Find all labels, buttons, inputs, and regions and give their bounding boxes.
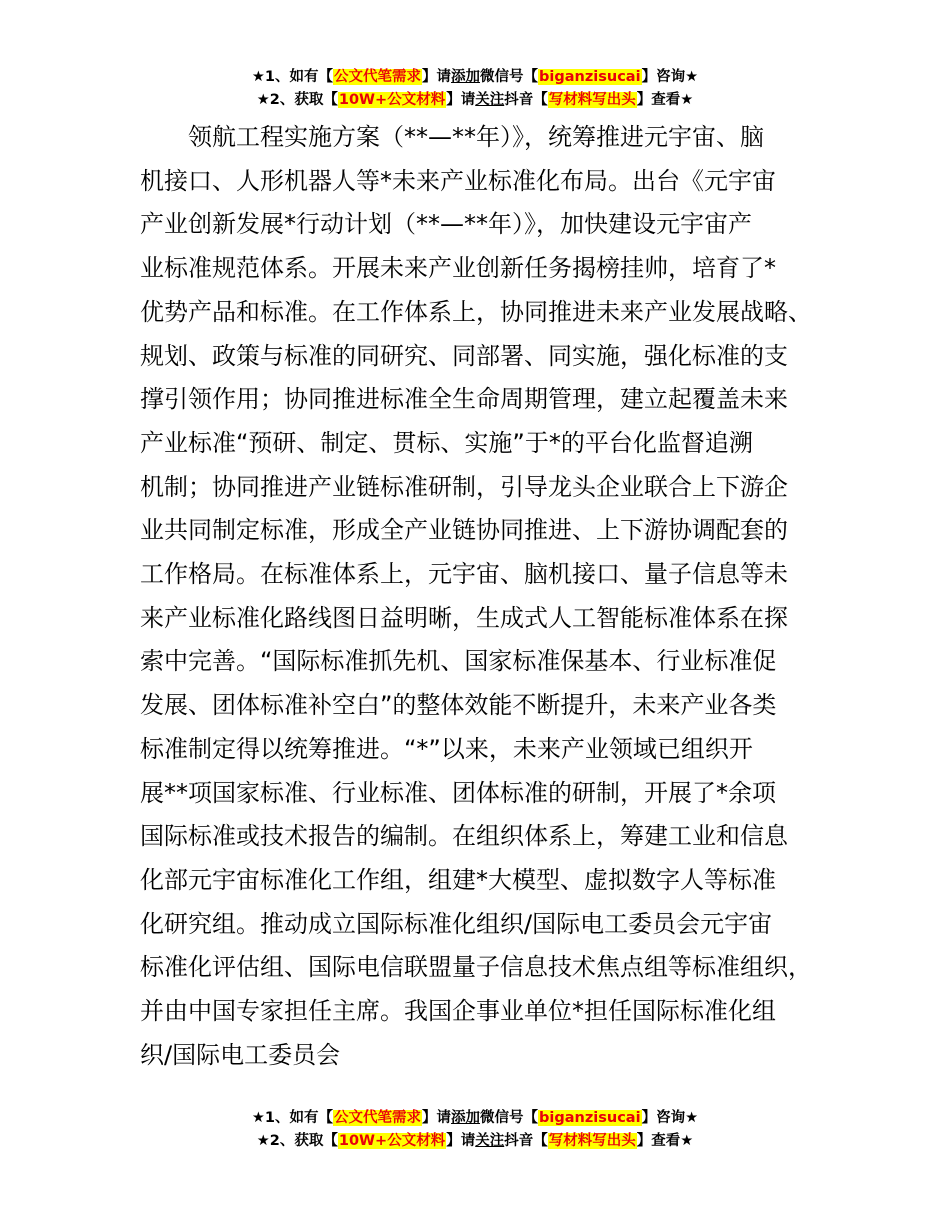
body-line: 索中完善。“国际标准抓先机、国家标准保基本、行业标准促 bbox=[140, 647, 777, 676]
body-line: 机接口、人形机器人等*未来产业标准化布局。出台《元宇宙 bbox=[140, 166, 776, 195]
body-line: 业共同制定标准，形成全产业链协同推进、上下游协调配套的 bbox=[140, 516, 788, 545]
footer-line-2: ★2、获取【10W+公文材料】请关注抖音【写材料写出头】查看★ bbox=[256, 1133, 694, 1149]
body-line: 标准制定得以统筹推进。“*”以来，未来产业领域已组织开 bbox=[140, 734, 753, 763]
body-line: 来产业标准化路线图日益明晰，生成式人工智能标准体系在探 bbox=[140, 603, 788, 632]
highlight-materials: 10W+公文材料 bbox=[338, 92, 446, 108]
document-body bbox=[140, 116, 840, 1077]
body-line: 撑引领作用；协同推进标准全生命周期管理，建立起覆盖未来 bbox=[140, 385, 788, 414]
highlight-service: 公文代笔需求 bbox=[334, 1110, 422, 1126]
body-line: 产业创新发展*行动计划（**—**年）》，加快建设元宇宙产 bbox=[140, 210, 752, 239]
body-line: 化部元宇宙标准化工作组，组建*大模型、虚拟数字人等标准 bbox=[140, 865, 776, 894]
body-line: 机制；协同推进产业链标准研制，引导龙头企业联合上下游企 bbox=[140, 472, 788, 501]
highlight-wechat-id: biganzisucai bbox=[539, 69, 641, 85]
highlight-service: 公文代笔需求 bbox=[334, 69, 422, 85]
highlight-douyin-account: 写材料写出头 bbox=[548, 1133, 636, 1149]
body-line: 展**项国家标准、行业标准、团体标准的研制，开展了*余项 bbox=[140, 778, 776, 807]
header-line-2: ★2、获取【10W+公文材料】请关注抖音【写材料写出头】查看★ bbox=[256, 92, 694, 108]
body-line: 发展、团体标准补空白”的整体效能不断提升，未来产业各类 bbox=[140, 691, 777, 720]
highlight-materials: 10W+公文材料 bbox=[338, 1133, 446, 1149]
header-banner bbox=[0, 66, 950, 112]
body-line: 国际标准或技术报告的编制。在组织体系上，筹建工业和信息 bbox=[140, 822, 788, 851]
body-line: 规划、政策与标准的同研究、同部署、同实施，强化标准的支 bbox=[140, 341, 788, 370]
body-line: 化研究组。推动成立国际标准化组织/国际电工委员会元宇宙 bbox=[140, 909, 773, 938]
body-line: 标准化评估组、国际电信联盟量子信息技术焦点组等标准组织， bbox=[140, 953, 812, 982]
highlight-wechat-id: biganzisucai bbox=[539, 1110, 641, 1126]
body-line: 产业标准“预研、制定、贯标、实施”于*的平台化监督追溯 bbox=[140, 428, 753, 457]
body-line: 优势产品和标准。在工作体系上，协同推进未来产业发展战略、 bbox=[140, 297, 812, 326]
body-line: 业标准规范体系。开展未来产业创新任务揭榜挂帅，培育了* bbox=[140, 254, 776, 283]
header-line-1: ★1、如有【公文代笔需求】请添加微信号【biganzisucai】咨询★ bbox=[251, 69, 699, 85]
footer-banner bbox=[0, 1107, 950, 1153]
highlight-douyin-account: 写材料写出头 bbox=[548, 92, 636, 108]
body-line: 织/国际电工委员会 bbox=[140, 1040, 341, 1069]
body-line: 领航工程实施方案（**—**年）》，统筹推进元宇宙、脑 bbox=[140, 123, 764, 151]
body-line: 并由中国专家担任主席。我国企事业单位*担任国际标准化组 bbox=[140, 997, 776, 1026]
footer-line-1: ★1、如有【公文代笔需求】请添加微信号【biganzisucai】咨询★ bbox=[251, 1110, 699, 1126]
body-line: 工作格局。在标准体系上，元宇宙、脑机接口、量子信息等未 bbox=[140, 560, 788, 589]
